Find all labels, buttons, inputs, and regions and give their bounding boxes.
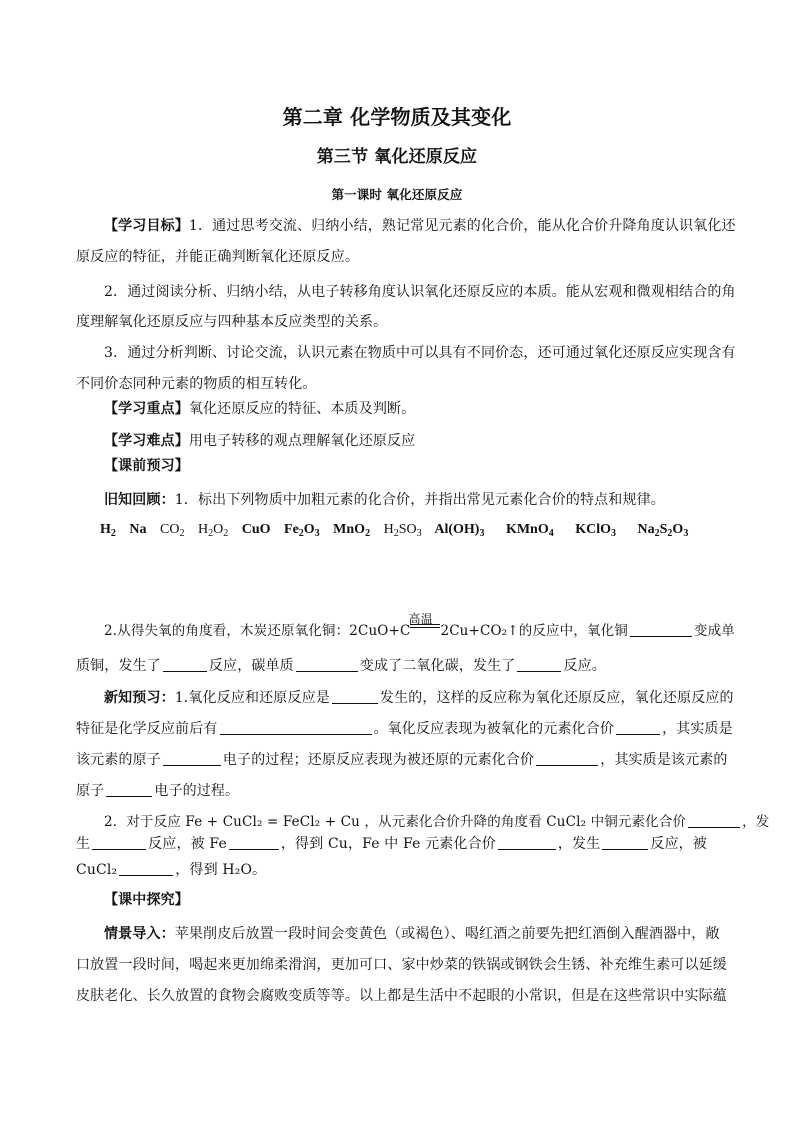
answer-blank[interactable] [163,657,207,672]
answer-blank[interactable] [106,782,152,797]
review-q2-line1: 2.从得失氧的角度看，木炭还原氧化铜：2CuO+C 高温 2Cu+CO₂↑的反应中，氧化铜 变成单 [104,621,735,641]
equation-arrow [408,612,440,635]
difficulty-text: 用电子转移的观点理解氧化还原反应 [188,433,416,449]
new-preview-q2-line2: 生 反应，被 Fe ，得到 Cu，Fe 中 Fe 元素化合价 ，发生 反应，被 [76,836,707,852]
section-title: 第三节 氧化还原反应 [316,147,478,167]
new-preview-line2: 特征是化学反应前后有 。氧化反应表现为被氧化的元素化合价 ，其实质是 [76,721,733,737]
goals-p2-line2: 度理解氧化还原反应与四种基本反应类型的关系。 [76,314,388,330]
formula-list [100,522,698,538]
formula-item: KMnO$_4$ [505,522,554,539]
answer-blank[interactable] [332,689,378,704]
difficulty [104,431,415,451]
review-label: 旧知回顾： [104,492,175,508]
scenario-line2: 口放置一段时间，喝起来更加绵柔滑润，更加可口、家中炒菜的铁锅或钢铁会生锈、补充维生素可以延缓 [76,957,727,973]
answer-blank[interactable] [616,720,660,735]
goals-p3-line1: 3．通过分析判断、讨论交流，认识元素在物质中可以具有不同价态，还可通过氧化还原反应实现含有 [104,345,736,361]
goals-p1-line2: 原反应的特征，并能正确判断氧化还原反应。 [76,249,359,265]
lesson-title: 第一课时 氧化还原反应 [331,187,463,202]
formula-item: $H_2SO_3$ [383,522,422,539]
answer-blank[interactable] [536,751,598,766]
goals-p2-line1: 2．通过阅读分析、归纳小结，从电子转移角度认识氧化还原反应的本质。能从宏观和微观相结合的角 [104,284,736,300]
equation-left: 2CuO+C [349,623,411,639]
formula-item: CuO [241,522,271,537]
chapter-title: 第二章 化学物质及其变化 [282,105,512,129]
key-point-text: 氧化还原反应的特征、本质及判断。 [188,401,416,417]
explore-label: 【课中探究】 [104,892,189,908]
answer-blank[interactable] [220,720,372,735]
equation-right: 2Cu+CO₂↑ [440,623,519,639]
goals-label: 【学习目标】 [104,218,189,234]
scenario-line1: 情景导入：苹果削皮后放置一段时间会变黄色（或褐色）、喝红酒之前要先把红酒倒入醒酒器中，敞 [104,926,720,942]
new-preview-q2-line3: CuCl₂ ，得到 H₂O。 [76,862,267,878]
reaction-condition: 高温 [408,612,433,626]
formula-item: $CO_2$ [160,522,185,539]
key-point-label: 【学习重点】 [104,401,189,417]
answer-blank[interactable] [119,861,173,876]
key-point [104,399,415,419]
formula-item: $H_2O_2$ [197,522,229,539]
answer-blank[interactable] [229,835,279,850]
new-preview-line1: 新知预习：1.氧化反应和还原反应是 发生的，这样的反应称为氧化还原反应，氧化还原反应的 [104,690,734,706]
goals-p3-line2: 不同价态同种元素的物质的相互转化。 [76,376,317,392]
answer-blank[interactable] [296,657,358,672]
formula-item: KClO$_3$ [575,522,616,539]
answer-blank[interactable] [498,835,556,850]
review-q1 [104,490,665,510]
new-preview-label: 新知预习： [104,690,175,706]
difficulty-label: 【学习难点】 [104,433,189,449]
formula-item: MnO$_2$ [333,522,371,539]
formula-item: $Na_2S_2O_3$ [637,522,689,539]
formula-item: $Fe_2O_3$ [284,522,320,539]
answer-blank[interactable] [602,835,648,850]
answer-blank[interactable] [688,813,740,828]
scenario-label: 情景导入： [104,926,175,942]
review-q1-text: 1．标出下列物质中加粗元素的化合价，并指出常见元素化合价的特点和规律。 [174,492,665,508]
review-q2-line2: 质铜，发生了 反应，碳单质 变成了二氧化碳，发生了 反应。 [76,658,606,674]
answer-blank[interactable] [92,835,146,850]
formula-item: Na [129,522,147,537]
answer-blank[interactable] [517,657,561,672]
new-preview-q2-line1: 2．对于反应 Fe + CuCl₂ = FeCl₂ + Cu ，从元素化合价升降的角度看 CuCl₂ 中铜元素化合价 ，发 [104,814,770,830]
new-preview-line4: 原子 电子的过程。 [76,783,240,799]
goals-p1-line1: 1．通过思考交流、归纳小结，熟记常见元素的化合价，能从化合价升降角度认识氧化还 [188,218,736,234]
formula-item: $H_2$ [100,522,116,539]
formula-item: $Al(OH)_3$ [434,522,485,539]
preview-label: 【课前预习】 [104,458,189,474]
new-preview-line3: 该元素的原子 电子的过程；还原反应表现为被还原的元素化合价 ，其实质是该元素的 [76,752,728,768]
answer-blank[interactable] [163,751,221,766]
goals-paragraph-1 [104,216,736,236]
scenario-line3: 皮肤老化、长久放置的食物会腐败变质等等。以上都是生活中不起眼的小常识，但是在这些常识中实际蕴 [76,988,727,1004]
answer-blank[interactable] [630,622,692,637]
